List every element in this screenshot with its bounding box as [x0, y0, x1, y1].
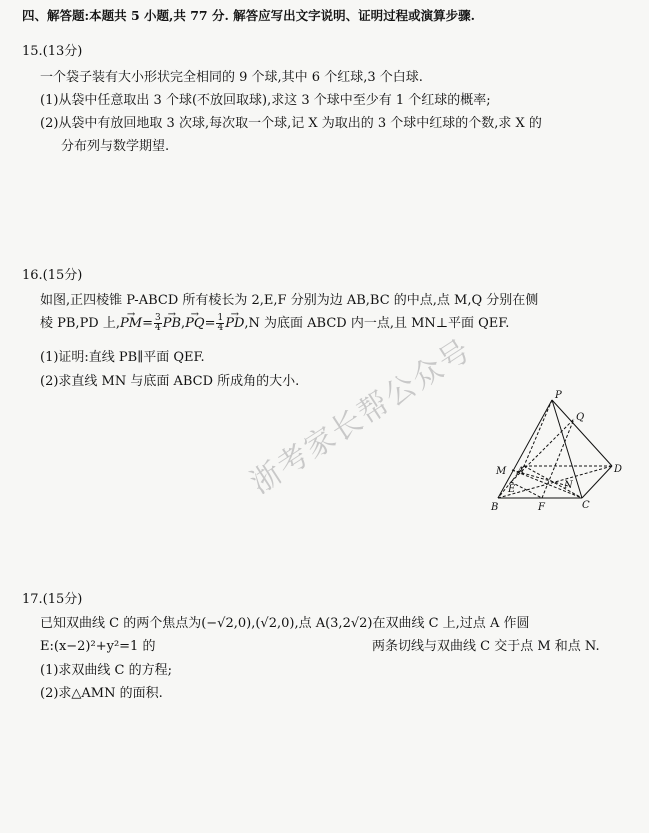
q17-part2: (2)求△AMN 的面积. [40, 686, 163, 701]
label-b: B [491, 502, 499, 512]
label-d: D [614, 464, 623, 475]
q16-part1: (1)证明:直线 PB∥平面 QEF. [40, 350, 205, 365]
section-header: 四、解答题:本题共 5 小题,共 77 分. 解答应写出文字说明、证明过程或演算步骤. [22, 8, 476, 23]
edge-cd [582, 466, 612, 498]
q15-part2-line2: 分布列与数学期望. [61, 139, 170, 154]
q17-line2-end: 两条切线与双曲线 C 交于点 M 和点 N. [372, 639, 600, 654]
q15-part1: (1)从袋中任意取出 3 个球(不放回取球),求这 3 个球中至少有 1 个红球的概率; [40, 93, 491, 108]
label-p: P [555, 390, 562, 401]
q17-line1: 已知双曲线 C 的两个焦点为(−√2,0),(√2,0),点 A(3,2√2)在双曲线 C 上,过点 A 作圆 [40, 616, 530, 631]
q16-line2-prefix: 棱 PB,PD 上, [40, 316, 120, 331]
q16-part2: (2)求直线 MN 与底面 ABCD 所成角的大小. [40, 374, 300, 389]
fraction-one-quarter [216, 314, 224, 333]
equals-sign: = [204, 316, 216, 331]
fraction-denominator: 4 [217, 323, 224, 333]
q16-number: 16.(15分) [22, 268, 83, 283]
q15-part2-line1: (2)从袋中有放回地取 3 次球,每次取一个球,记 X 为取出的 3 个球中红球的个数,求 X 的 [40, 116, 542, 131]
equals-sign: = [142, 316, 153, 331]
q17-number: 17.(15分) [22, 592, 83, 607]
q16-line2 [40, 313, 509, 335]
label-n: N [564, 480, 573, 491]
fraction-numerator: 3 [154, 313, 161, 323]
vector-pq: → PQ [185, 313, 204, 335]
q15-intro: 一个袋子装有大小形状完全相同的 9 个球,其中 6 个红球,3 个白球. [40, 70, 423, 85]
line-ef [511, 482, 542, 498]
label-q: Q [576, 412, 585, 423]
label-c: C [582, 500, 590, 511]
q16-line2-suffix: ,N 为底面 ABCD 内一点,且 MN⊥平面 QEF. [244, 316, 510, 331]
fraction-three-quarters [154, 314, 162, 333]
label-f: F [538, 502, 545, 512]
fraction-numerator: 1 [217, 313, 224, 323]
label-a: A [517, 466, 525, 477]
edge-pa [524, 400, 552, 466]
q17-part1: (1)求双曲线 C 的方程; [40, 663, 173, 678]
watermark-text: 浙考家长帮公众号 [244, 332, 479, 502]
vector-pb: → PB [163, 313, 181, 335]
comma: , [181, 316, 186, 331]
q17-line2-start: E:(x−2)²+y²=1 的 [40, 639, 156, 654]
vector-pd: → PD [225, 313, 244, 335]
pyramid-figure [490, 390, 630, 512]
label-e: E [508, 484, 516, 495]
vector-pm: → PM [120, 313, 142, 335]
label-m: M [496, 466, 507, 477]
fraction-denominator: 4 [154, 323, 161, 333]
q15-number: 15.(13分) [22, 44, 83, 59]
q16-line1: 如图,正四棱锥 P-ABCD 所有棱长为 2,E,F 分别为边 AB,BC 的中点,点 M,Q 分别在侧 [40, 293, 539, 308]
edge-pd [552, 400, 612, 466]
